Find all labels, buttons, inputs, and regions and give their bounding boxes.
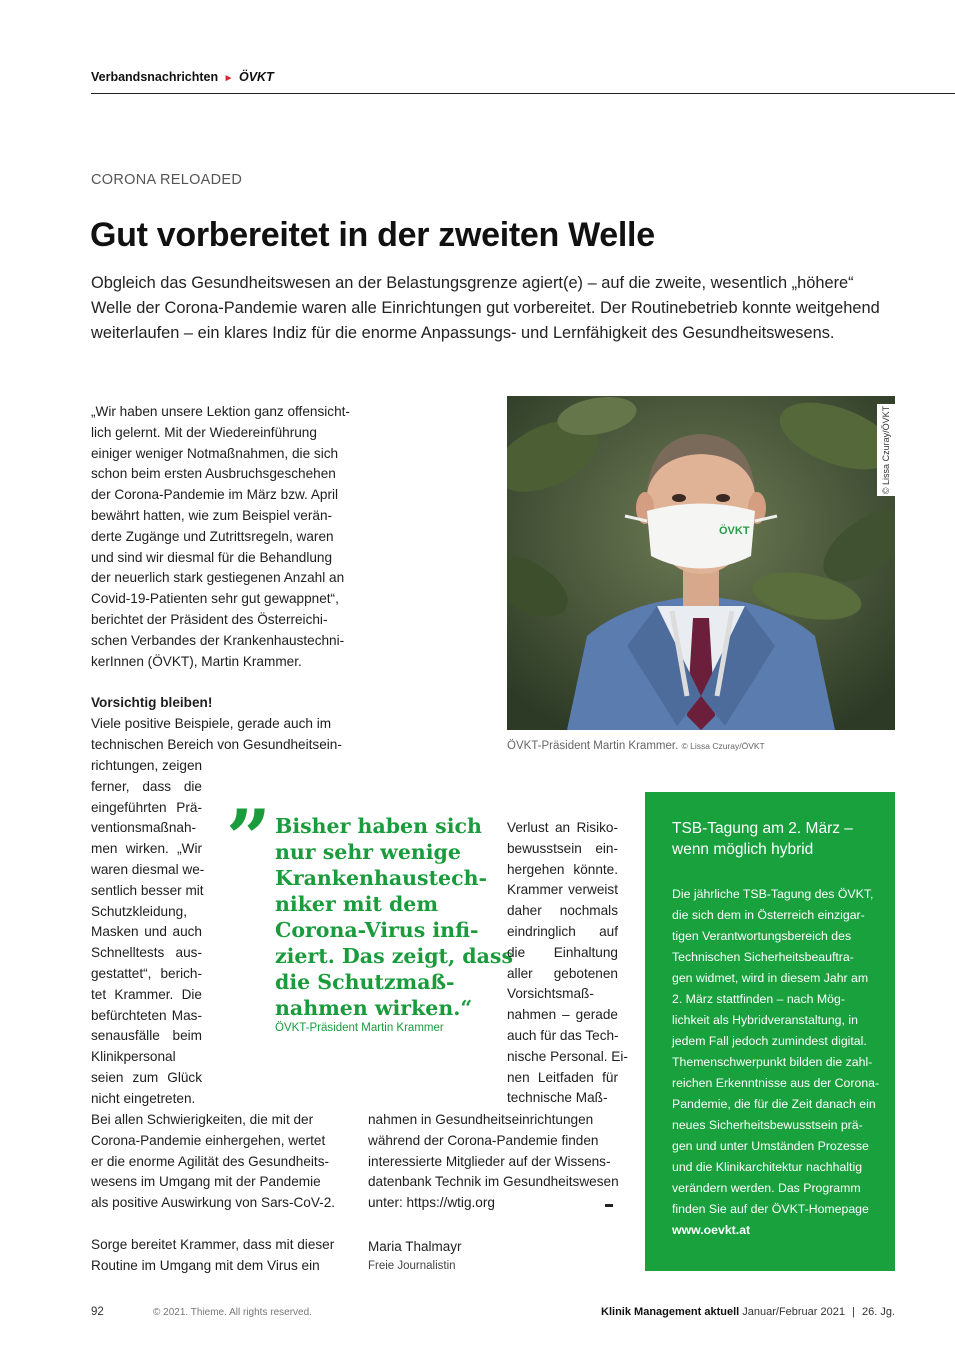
photo-credit-vertical	[877, 404, 895, 496]
paragraph	[91, 402, 350, 672]
text-line: Krammer verweist	[507, 882, 618, 898]
quote-attribution: ÖVKT-Präsident Martin Krammer	[275, 1022, 444, 1034]
text-line: „Wir haben unsere Lektion ganz offensicht-	[91, 404, 350, 419]
text-line: seien zum Glück	[91, 1069, 202, 1085]
caption-credit: © Lissa Czuray/ÖVKT	[681, 741, 765, 751]
text-line: senausfälle beim	[91, 1028, 202, 1044]
text-line: Bisher haben sich	[275, 814, 482, 838]
paragraph	[91, 714, 341, 756]
text-line: Klinikpersonal	[91, 1049, 176, 1065]
triangle-arrow-icon: ►	[223, 73, 234, 84]
text-line: waren diesmal we-	[91, 861, 205, 877]
volume: 26. Jg.	[861, 1306, 895, 1318]
text-line: nur sehr wenige	[275, 840, 461, 864]
article-title: Gut vorbereitet in der zweiten Welle	[90, 216, 655, 254]
info-box-title	[672, 818, 868, 860]
paragraph	[91, 1235, 341, 1277]
text-line: bewährt hatten, wie zum Beispiel verän-	[91, 507, 333, 523]
text-line: Routine im Umgang mit dem Virus ein	[91, 1257, 320, 1273]
text-line: befürchteten Mas-	[91, 1007, 202, 1023]
text-line: daher nochmals	[507, 903, 618, 919]
text-line: gestattet“, berich-	[91, 965, 202, 981]
body-column-1-bottom	[91, 1110, 341, 1276]
text-line: TSB-Tagung am 2. März –	[672, 820, 853, 837]
body-column-2-wide	[368, 1110, 618, 1214]
quote-mark-icon: ”	[226, 793, 271, 884]
portrait-photo	[507, 396, 895, 730]
text-line: als positive Auswirkung von Sars-CoV-2.	[91, 1195, 336, 1211]
info-box	[645, 792, 895, 1271]
text-line: und die Klinikarchitektur nachhaltig	[672, 1160, 863, 1174]
paragraph	[91, 756, 205, 1110]
text-line: Themenschwerpunkt bilden die zahl-	[672, 1055, 873, 1069]
journal-info	[601, 1306, 895, 1318]
text-line: richtungen, zeigen	[91, 758, 203, 773]
text-line: schen Verbandes der Krankenhaustechni-	[91, 632, 345, 648]
text-line: neues Sicherheitsbewusstsein prä-	[672, 1118, 863, 1132]
text-line: hergehen könnte.	[507, 861, 618, 877]
text-line: derte Zugänge und Zutrittsregeln, waren	[91, 528, 334, 544]
text-line: wenn möglich hybrid	[672, 841, 814, 858]
text-line: jedem Fall jedoch zumindest digital.	[672, 1034, 867, 1048]
caption-text: ÖVKT-Präsident Martin Krammer.	[507, 740, 679, 752]
text-line: er die enorme Agilität des Gesundheits-	[91, 1153, 330, 1169]
text-line: nen Leitfaden für	[507, 1069, 618, 1085]
paragraph	[368, 1110, 618, 1214]
article-lead: Obgleich das Gesundheitswesen an der Belastungsgrenze agiert(e) – auf die zweite, wesentlich „höhere“ Welle der Corona-Pandemie waren alle Einrichtungen gut vorbereitet. Der Routinebetrieb konnte weitgehend weiterlaufen – ein klares Indiz für die enorme Anpassungs- und Lernfähigkeit des Gesundheitswesens.	[91, 274, 880, 342]
photo-caption	[507, 740, 765, 752]
homepage-link[interactable]: www.oevkt.at	[672, 1223, 751, 1237]
text-line: eingeführten Prä-	[91, 799, 202, 815]
text-line: die sich dem in Österreich einzigar-	[672, 908, 865, 922]
text-line: Pandemie, die für die Zeit danach ein	[672, 1097, 876, 1111]
paragraph	[91, 1110, 341, 1214]
text-line: Sorge bereitet Krammer, dass mit dieser	[91, 1236, 335, 1252]
text-line: 2. März stattfinden – nach Mög-	[672, 992, 845, 1006]
text-line: ferner, dass die	[91, 778, 202, 794]
text-line: Schutzkleidung,	[91, 903, 187, 919]
text-line: Technischen Sicherheitsbeauftra-	[672, 950, 854, 964]
text-line: gen und unter Umständen Prozesse	[672, 1139, 869, 1153]
text-line: nahmen in Gesundheitseinrichtungen	[368, 1112, 594, 1127]
body-column-1-top	[91, 402, 350, 756]
text-line: niker mit dem	[275, 892, 439, 916]
text-line: verändern werden. Das Programm	[672, 1181, 861, 1195]
author-name: Maria Thalmayr	[368, 1239, 462, 1254]
text-line: Vorsichtsmaß-	[507, 986, 594, 1002]
body-column-1-narrow	[91, 756, 205, 1110]
text-line: Schnelltests aus-	[91, 945, 202, 961]
text-line: nicht eingetreten.	[91, 1090, 196, 1106]
page-number: 92	[91, 1306, 104, 1318]
text-line: Die jährliche TSB-Tagung des ÖVKT,	[672, 887, 874, 901]
text-line: berichtet der Präsident des Österreichi-	[91, 611, 328, 627]
subheading: Vorsichtig bleiben!	[91, 695, 213, 711]
text-line: kerInnen (ÖVKT), Martin Krammer.	[91, 653, 302, 669]
text-line: auch für das Tech-	[507, 1027, 619, 1043]
text-line: lich gelernt. Mit der Wiedereinführung	[91, 424, 317, 440]
text-line: nahmen wirken.“	[275, 996, 473, 1020]
text-line: technische Maß-	[507, 1090, 608, 1106]
text-line: Corona-Virus infi-	[275, 918, 479, 942]
text-line: reichen Erkenntnisse aus der Corona-	[672, 1076, 880, 1090]
text-line: aller gebotenen	[507, 965, 618, 981]
text-line: und sind wir diesmal für die Behandlung	[91, 549, 333, 565]
text-line: Masken und auch	[91, 924, 202, 940]
text-line: nische Personal. Ei-	[507, 1048, 628, 1064]
portrait-illustration	[507, 396, 895, 730]
section-name: Verbandsnachrichten	[91, 70, 219, 84]
text-line: tet Krammer. Die	[91, 986, 202, 1002]
mask-logo: ÖVKT	[719, 525, 750, 537]
text-line: men wirken. „Wir	[91, 841, 202, 857]
running-header	[91, 70, 274, 84]
copyright-notice: © 2021. Thieme. All rights reserved.	[153, 1307, 312, 1318]
text-line: ziert. Das zeigt, dass	[275, 944, 514, 968]
text-line: der Corona-Pandemie im März bzw. April	[91, 487, 339, 503]
body-column-2-narrow	[507, 818, 628, 1109]
text-line: finden Sie auf der ÖVKT-Homepage	[672, 1202, 869, 1216]
brand-name: ÖVKT	[239, 70, 274, 84]
text-line: die Schutzmaß-	[275, 970, 455, 994]
article-kicker: CORONA RELOADED	[91, 172, 243, 188]
text-line: tigen Verantwortungsbereich des	[672, 929, 852, 943]
text-line: Bei allen Schwierigkeiten, die mit der	[91, 1112, 314, 1127]
text-line: während der Corona-Pandemie finden	[368, 1132, 599, 1148]
end-mark	[605, 1204, 613, 1207]
text-line: Verlust an Risiko-	[507, 820, 618, 835]
text-line: unter: https://wtig.org	[368, 1195, 495, 1211]
text-line: schon beim ersten Ausbruchsgeschehen	[91, 466, 336, 482]
text-line: nahmen – gerade	[507, 1007, 618, 1023]
pull-quote	[275, 813, 513, 1021]
text-line: Corona-Pandemie einhergehen, wertet	[91, 1132, 326, 1148]
text-line: wesens im Umgang mit der Pandemie	[91, 1174, 321, 1190]
issue-date: Januar/Februar 2021	[742, 1306, 845, 1318]
text-line: interessierte Mitglieder auf der Wissens-	[368, 1153, 611, 1169]
text-line: datenbank Technik im Gesundheitswesen	[368, 1174, 619, 1190]
text-line: sentlich besser mit	[91, 882, 204, 898]
text-line: die Einhaltung	[507, 944, 618, 960]
text-line: Krankenhaustech-	[275, 866, 487, 890]
text-line: eindringlich auf	[507, 923, 618, 939]
text-line: einiger weniger Notmaßnahmen, die sich	[91, 445, 339, 461]
text-line: gen widmet, wird in diesem Jahr am	[672, 971, 869, 985]
text-line: Covid-19-Patienten sehr gut gewappnet“,	[91, 591, 339, 607]
journal-name: Klinik Management aktuell	[601, 1306, 740, 1318]
paragraph	[507, 818, 628, 1109]
author-role: Freie Journalistin	[368, 1260, 456, 1272]
photo-credit-text: © Lissa Czuray/ÖVKT	[881, 405, 891, 495]
info-box-text	[672, 884, 880, 1241]
text-line: lichkeit als Hybridveranstaltung, in	[672, 1013, 858, 1027]
text-line: ventionsmaßnah-	[91, 820, 197, 836]
text-line: bewusstsein ein-	[507, 840, 618, 856]
text-line: Viele positive Beispiele, gerade auch im	[91, 715, 332, 731]
text-line: der neuerlich stark gestiegenen Anzahl an	[91, 570, 345, 586]
header-rule	[91, 93, 955, 94]
footer-separator: |	[852, 1306, 855, 1318]
text-line: technischen Bereich von Gesundheitsein-	[91, 736, 342, 752]
